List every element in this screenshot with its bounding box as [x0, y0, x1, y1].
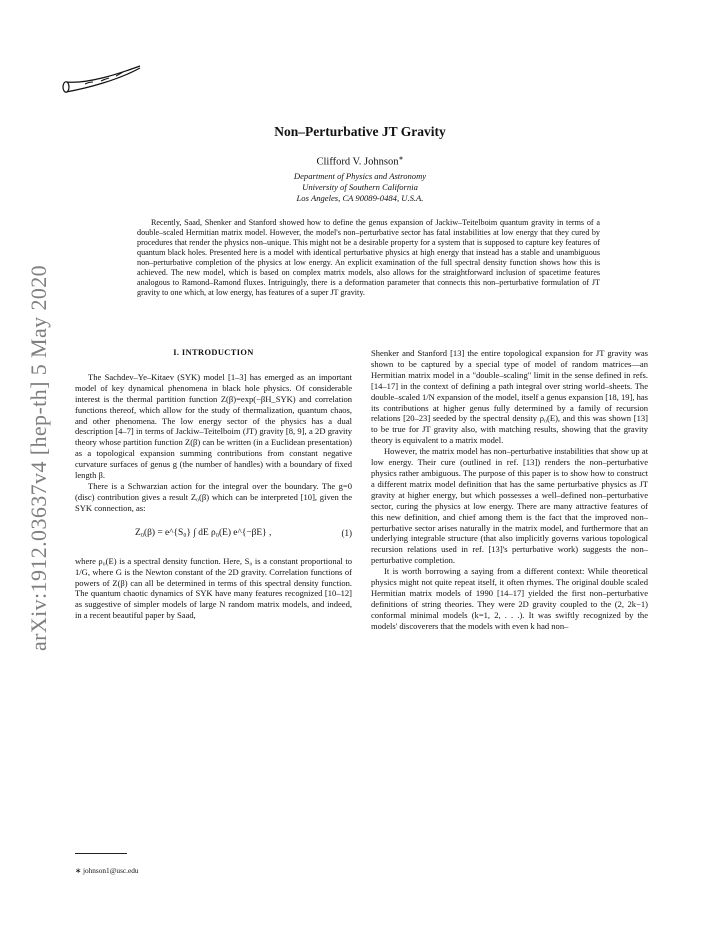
footnote-rule: [75, 853, 127, 854]
intro-paragraph-2: There is a Schwarzian action for the integral over the boundary. The g=0 (disc) contribution gives a result Z₀(β) which can be interpreted [10], given the SYK connection, as:: [75, 480, 352, 513]
author-name: Clifford V. Johnson: [316, 156, 399, 168]
right-column: [371, 348, 648, 632]
affiliation-address: Los Angeles, CA 90089-0484, U.S.A.: [296, 193, 424, 203]
intro-paragraph-3: where ρ₀(E) is a spectral density function. Here, S₀ is a constant proportional to 1/G, where G is the Newton constant of the 2D gravity. Correlation functions of powers of Z(β) can all be determined in terms of this spectral density function. The quantum chaotic dynamics of SYK have many features recognized [10–12] as suggestive of simpler models of large N random matrix models, and indeed, in a recent beautiful paper by Saad,: [75, 555, 352, 621]
equation-1: [75, 514, 352, 556]
author-line: [0, 155, 720, 168]
paper-title: Non–Perturbative JT Gravity: [274, 124, 446, 139]
equation-1-formula: Z₀(β) = e^{S₀} ∫ dE ρ₀(E) e^{−βE} ,: [135, 527, 272, 538]
left-column: [75, 348, 352, 621]
equation-1-number: (1): [341, 527, 352, 538]
intro-paragraph-4: Shenker and Stanford [13] the entire topological expansion for JT gravity was shown to be captured by a special type of model of random matrices—an Hermitian matrix model in a "double–scaling" limit in the sense defined in refs. [14–17] in the context of defining a path integral over string world–sheets. The double–scaled 1/N expansion of the model, itself a genus expansion [18, 19], has its contributions at higher genus fully determined by a family of recursion relations [20–23] seeded by the spectral density ρ₀(E), and this was shown [13] to be true for JT gravity also, with matching results, showing that the gravity theory is equivalent to a matrix model.: [371, 348, 648, 446]
arxiv-stamp-text: arXiv:1912.03637v4 [hep-th] 5 May 2020: [26, 264, 51, 652]
abstract: Recently, Saad, Shenker and Stanford showed how to define the genus expansion of Jackiw–Teitelboim quantum gravity in terms of a double–scaled Hermitian matrix model. However, the model's non–perturbative sector has fatal instabilities at low energy that they cured by procedures that render the physics non–unique. This might not be a desirable property for a system that is supposed to capture key features of quantum black holes. Presented here is a model with identical perturbative physics at high energy that instead has a stable and unambiguous non–perturbative completion of the physics at low energy. An explicit examination of the full spectral density function shows how this is achieved. The new model, which is based on complex matrix models, also allows for the straightforward inclusion of spacetime features analogous to Ramond–Ramond fluxes. Intriguingly, there is a deformation parameter that connects this non–perturbative formulation of JT gravity to one which, at low energy, has features of a super JT gravity.: [137, 218, 600, 297]
affiliation-university: University of Southern California: [302, 182, 418, 192]
section-heading-introduction: I. INTRODUCTION: [173, 348, 254, 357]
intro-paragraph-6: It is worth borrowing a saying from a different context: While theoretical physics might not quite repeat itself, it often rhymes. The original double scaled Hermitian matrix models of 1990 [14–17] yielded the first non–perturbative definitions of string theories. They were 2D gravity coupled to the (2, 2k−1) conformal minimal models (k=1, 2, . . .). It was swiftly recognized by the models' discoverers that the models with even k had non–: [371, 566, 648, 631]
author-footnote-mark: ∗: [398, 156, 404, 162]
intro-paragraph-5: However, the matrix model has non–perturbative instabilities that show up at low energy. Their cure (outlined in ref. [13]) renders the non–perturbative physics rather ambiguous. The purpose of this paper is to show how to construct a different matrix model definition that has the same perturbative physics as JT gravity at higher energy, but which possesses a well–defined non–perturbative sector, curing the physics at low energy. There are many attractive features of this new definition, and chief among them is the fact that the improved non–perturbative sector arises naturally in the matrix model, and furthermore that an underlying integrable structure (that also implicitly governs various topological recursion relations used in ref. [13]'s perturbative work) suggests the non–perturbative completion.: [371, 446, 648, 566]
footnote-email: ∗ johnson1@usc.edu: [75, 866, 139, 875]
intro-paragraph-1: The Sachdev–Ye–Kitaev (SYK) model [1–3] has emerged as an important model of key dynamical phenomena in black hole physics. Of considerable interest is the thermal partition function Z(β)=exp(−βH_SYK) and correlation functions thereof, which allow for the study of thermalization, quantum chaos, and other phenomena. The low energy sector of the physics has a dual description [4–7] in terms of Jackiw–Teitelboim (JT) gravity [8, 9], a 2D gravity theory whose partition function Z(β) can be written (in a Euclidean presentation) as a topological expansion summing contributions from constant negative curvature surfaces of genus g (the number of handles) with a boundary of fixed length β.: [75, 371, 352, 481]
affiliation-department: Department of Physics and Astronomy: [293, 171, 427, 181]
journal-logo-icon: [58, 62, 144, 98]
arxiv-identifier-stamp: [24, 258, 54, 658]
